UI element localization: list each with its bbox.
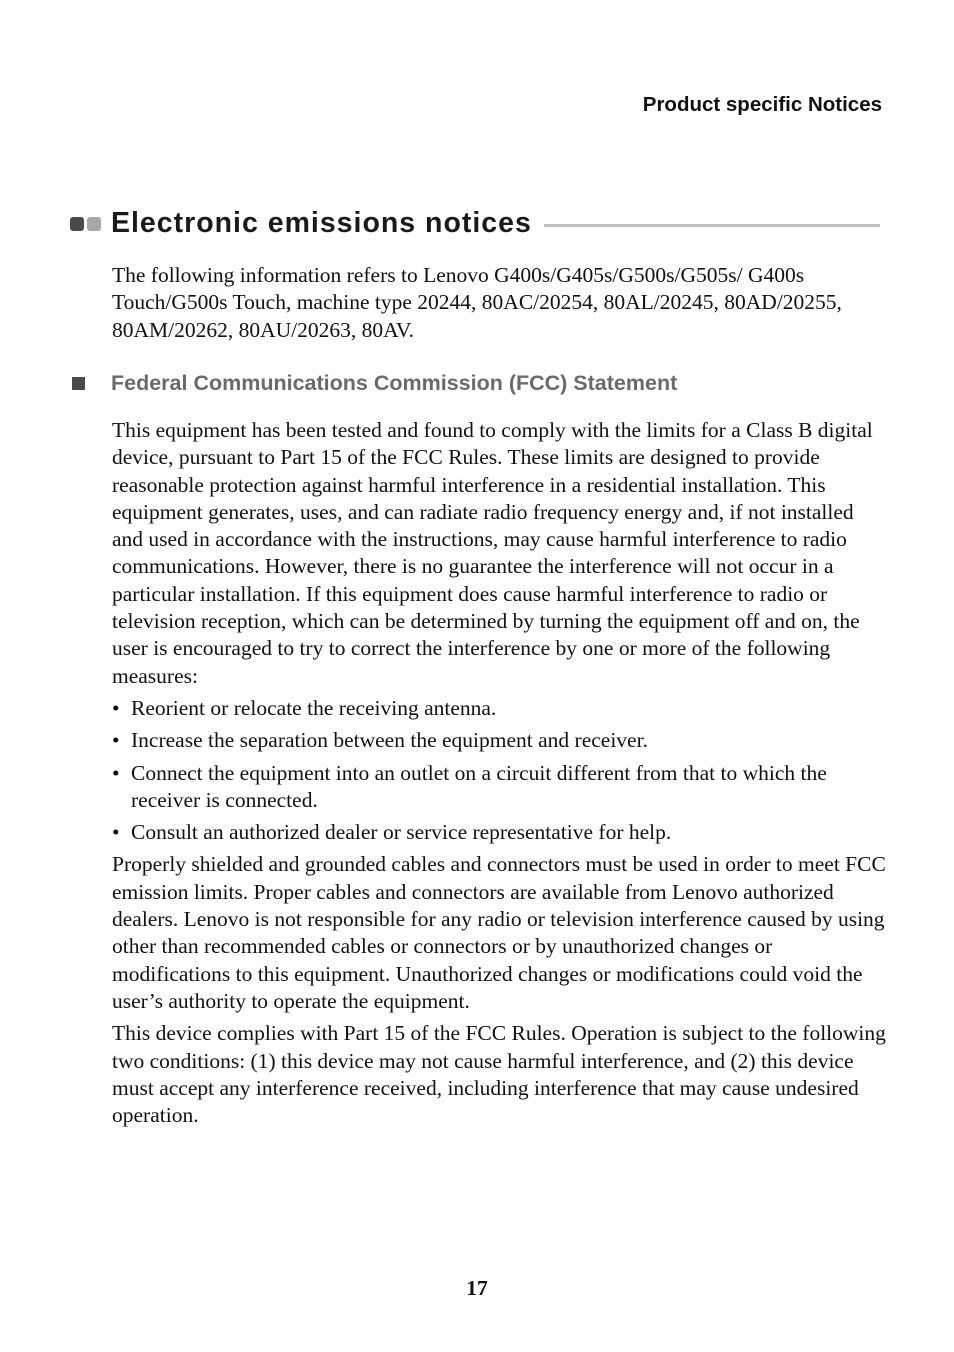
fcc-paragraph-1: This equipment has been tested and found to comply with the limits for a Class B digital device, pursuant to Part 15 of the FCC Rules. These limits are designed to provide reasonable protection against harmful interference in a residential installation. This equipment generates, uses, and can radiate radio frequency energy and, if not installed and used in accordance with the instructions, may cause harmful interference to radio communications. However, there is no guarantee the interference will not occur in a particular installation. If this equipment does cause harmful interference to radio or television reception, which can be determined by turning the equipment off and on, the user is encouraged to try to correct the interference by one or more of the following measures: [112, 418, 873, 688]
list-item [112, 695, 887, 722]
subheading-square-icon [72, 377, 85, 390]
intro-paragraph: The following information refers to Lenovo G400s/G405s/G500s/G505s/ G400s Touch/G500s Touch, machine type 20244, 80AC/20254, 80AL/20245, 80AD/20255, 80AM/20262, 80AU/20263, 80AV. [112, 263, 842, 342]
list-item [112, 727, 887, 754]
bullet-icon: • [112, 695, 120, 720]
list-item-text: Increase the separation between the equipment and receiver. [131, 728, 648, 753]
list-item-text: Consult an authorized dealer or service representative for help. [131, 820, 672, 845]
list-item [112, 760, 887, 815]
fcc-statement [112, 417, 887, 1134]
page-number: 17 [466, 1276, 488, 1300]
bullet-icon: • [112, 728, 120, 753]
heading-squares-icon [70, 217, 101, 231]
section-heading [70, 203, 880, 243]
fcc-heading-text: Federal Communications Commission (FCC) Statement [111, 371, 678, 395]
list-item-text: Connect the equipment into an outlet on a circuit different from that to which the receiver is connected. [131, 760, 827, 812]
running-header: Product specific Notices [642, 93, 882, 116]
list-item-text: Reorient or relocate the receiving antenna. [131, 695, 497, 720]
list-item [112, 819, 887, 846]
fcc-subheading [72, 371, 677, 396]
bullet-icon: • [112, 820, 120, 845]
fcc-paragraph-2: Properly shielded and grounded cables and connectors must be used in order to meet FCC emission limits. Proper cables and connectors are available from Lenovo authorized dealers. Lenovo is not responsible for any radio or television interference caused by using other than recommended cables or connectors or by unauthorized changes or modifications to this equipment. Unauthorized changes or modifications could void the user’s authority to operate the equipment. [112, 852, 886, 1013]
section-title: Electronic emissions notices [111, 206, 532, 239]
bullet-icon: • [112, 760, 120, 785]
heading-square-dark-icon [70, 217, 84, 231]
heading-square-light-icon [87, 217, 101, 231]
measures-list [112, 695, 887, 846]
fcc-paragraph-3: This device complies with Part 15 of the FCC Rules. Operation is subject to the following two conditions: (1) this device may not cause harmful interference, and (2) this device must accept any interference received, including interference that may cause undesired operation. [112, 1021, 886, 1128]
heading-rule [544, 224, 880, 227]
intro-block [112, 262, 887, 344]
